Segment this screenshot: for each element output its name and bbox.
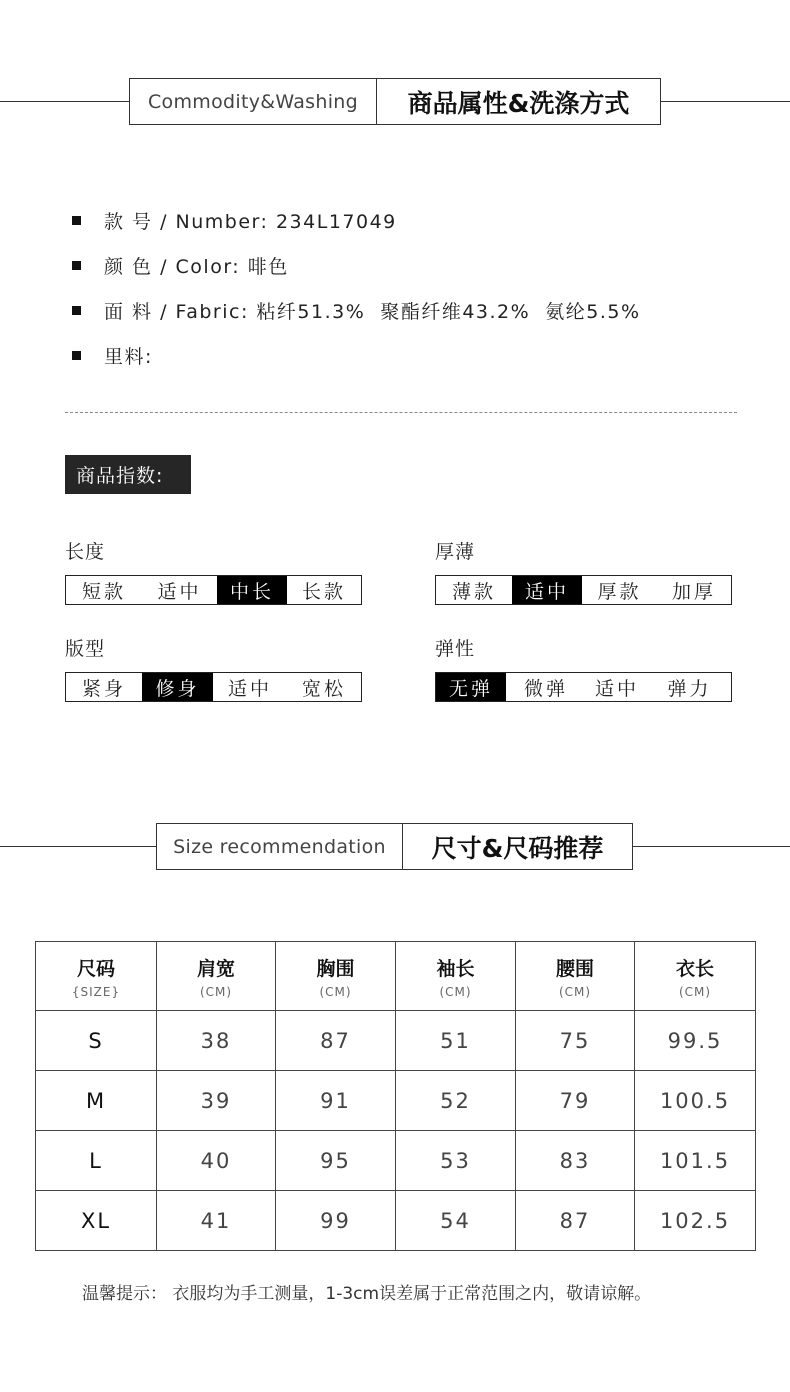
attribute-label: 里料: [104,345,153,368]
bullet-icon [72,306,81,315]
table-header-cell: 衣长 (CM) [635,942,756,1011]
attribute-value: 啡色 [247,255,289,278]
scale-option: 紧身 [81,677,126,700]
table-cell: 54 [396,1191,516,1251]
section1-line-left [0,101,130,102]
scale-fit [65,672,362,702]
table-cell: 51 [396,1011,516,1071]
scale-option-selected: 适中 [512,576,582,604]
table-cell: 38 [157,1011,276,1071]
scale-option-selected: 无弹 [436,673,506,701]
scale-elasticity [435,672,732,702]
bullet-icon [72,261,81,270]
attribute-label: 颜 色 / Color: [104,255,241,278]
section1-title-en: Commodity&Washing [130,79,377,124]
section1-title-cn: 商品属性&洗涤方式 [407,88,630,118]
table-row [36,1011,756,1071]
scale-option: 适中 [594,677,639,700]
table-header-cell: 肩宽 (CM) [157,942,276,1011]
scale-option: 厚款 [597,580,642,603]
scale-option: 加厚 [671,580,716,603]
section2-line-right [632,846,790,847]
scale-option: 适中 [227,677,272,700]
table-cell: 79 [516,1071,635,1131]
table-row [36,1131,756,1191]
table-cell: 99 [276,1191,396,1251]
table-cell-size: XL [36,1191,157,1251]
table-row [36,1071,756,1131]
table-cell: 87 [516,1191,635,1251]
section2-title-en: Size recommendation [157,824,403,869]
table-cell-size: S [36,1011,157,1071]
scale-option: 弹力 [667,677,712,700]
attribute-value: 234L17049 [275,210,397,233]
attribute-row-color [72,252,289,278]
product-index-tag: 商品指数: [65,455,191,494]
section2-header [156,823,633,870]
attribute-row-lining [72,342,153,368]
scale-title-fit: 版型 [65,638,106,660]
table-cell: 40 [157,1131,276,1191]
table-cell-size: M [36,1071,157,1131]
scale-option: 微弹 [523,677,568,700]
table-cell: 99.5 [635,1011,756,1071]
table-cell-size: L [36,1131,157,1191]
attribute-label: 面 料 / Fabric: [104,300,249,323]
size-table [35,941,756,1251]
section2-title-cn: 尺寸&尺码推荐 [431,833,604,863]
table-cell: 87 [276,1011,396,1071]
attribute-row-number [72,207,397,233]
dashed-divider [65,412,737,413]
table-header-cell: 袖长 (CM) [396,942,516,1011]
table-cell: 83 [516,1131,635,1191]
attribute-row-fabric [72,297,641,323]
table-cell: 95 [276,1131,396,1191]
attribute-label: 款 号 / Number: [104,210,269,233]
scale-title-length: 长度 [65,541,106,563]
table-cell: 53 [396,1131,516,1191]
table-cell: 52 [396,1071,516,1131]
scale-thickness [435,575,732,605]
measurement-tip: 温馨提示： 衣服均为手工测量，1-3cm误差属于正常范围之内，敬请谅解。 [82,1284,652,1304]
table-header-cell: 腰围 (CM) [516,942,635,1011]
scale-option-selected: 中长 [217,576,287,604]
scale-title-thickness: 厚薄 [435,541,476,563]
table-cell: 101.5 [635,1131,756,1191]
table-header-cell: 胸围 (CM) [276,942,396,1011]
table-row [36,1191,756,1251]
scale-option: 长款 [301,580,346,603]
scale-length [65,575,362,605]
attribute-value: 粘纤51.3% 聚酯纤维43.2% 氨纶5.5% [256,300,641,323]
scale-option: 宽松 [301,677,346,700]
scale-option: 短款 [81,580,126,603]
table-header-cell: 尺码 {SIZE} [36,942,157,1011]
table-cell: 102.5 [635,1191,756,1251]
section2-line-left [0,846,157,847]
bullet-icon [72,216,81,225]
bullet-icon [72,351,81,360]
table-header-row [36,942,756,1011]
section1-header [129,78,661,125]
table-cell: 39 [157,1071,276,1131]
scale-option-selected: 修身 [142,673,213,701]
scale-option: 适中 [157,580,202,603]
table-cell: 91 [276,1071,396,1131]
table-cell: 41 [157,1191,276,1251]
section1-line-right [660,101,790,102]
scale-title-elasticity: 弹性 [435,638,476,660]
table-cell: 100.5 [635,1071,756,1131]
table-cell: 75 [516,1011,635,1071]
scale-option: 薄款 [451,580,496,603]
